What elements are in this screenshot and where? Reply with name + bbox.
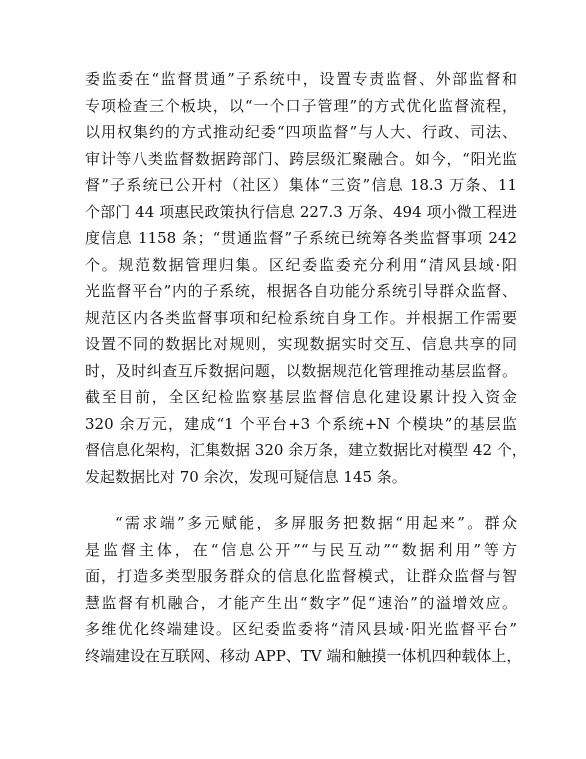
- text-line: 设置不同的数据比对规则，实现数据实时交互、信息共享的同: [85, 335, 517, 353]
- text-line: 督信息化架构，汇集数据 320 余万条，建立数据比对模型 42 个，: [85, 441, 527, 459]
- text-line: 多维优化终端建设。区纪委监委将“清风县域·阳光监督平台”: [85, 620, 517, 638]
- text-line: “需求端”多元赋能，多屏服务把数据“用起来”。群众: [115, 514, 517, 532]
- paragraph-1: [85, 66, 527, 490]
- text-line: 个部门 44 项惠民政策执行信息 227.3 万条、494 项小微工程进: [85, 202, 517, 221]
- text-line: 慧监督有机融合，才能产生出“数字”促“速治”的溢增效应。: [85, 593, 517, 612]
- text-line: 光监督平台”内的子系统，根据各自功能分系统引导群众监督、: [85, 282, 517, 300]
- paragraph-2: [85, 510, 522, 669]
- text-line: 度信息 1158 条；“贯通监督”子系统已统筹各类监督事项 242: [85, 229, 517, 247]
- text-line: 审计等八类监督数据跨部门、跨层级汇聚融合。如今，“阳光监: [85, 149, 517, 168]
- text-line: 发起数据比对 70 余次，发现可疑信息 145 条。: [85, 467, 407, 486]
- text-line: 规范区内各类监督事项和纪检系统自身工作。并根据工作需要: [85, 308, 517, 327]
- text-line: 个。规范数据管理归集。区纪委监委充分利用“清风县域·阳: [85, 255, 517, 274]
- text-line: 专项检查三个板块，以“一个口子管理”的方式优化监督流程，: [85, 96, 517, 115]
- text-line: 320 余万元，建成“1 个平台+3 个系统+N 个模块”的基层监: [85, 414, 517, 433]
- text-line: 以用权集约的方式推动纪委“四项监督”与人大、行政、司法、: [85, 123, 517, 141]
- text-line: 面，打造多类型服务群众的信息化监督模式，让群众监督与智: [85, 567, 517, 585]
- text-line: 委监委在“监督贯通”子系统中，设置专责监督、外部监督和: [85, 70, 517, 88]
- text-line: 时，及时纠查互斥数据问题，以数据规范化管理推动基层监督。: [85, 361, 517, 380]
- text-line: 终端建设在互联网、移动 APP、TV 端和触摸一体机四种载体上，: [85, 646, 522, 665]
- text-line: 督”子系统已公开村（社区）集体“三资”信息 18.3 万条、11: [85, 176, 517, 194]
- text-line: 是监督主体，在“信息公开”“与民互动”“数据利用”等方: [85, 540, 517, 559]
- text-line: 截至目前，全区纪检监察基层监督信息化建设累计投入资金: [85, 388, 517, 406]
